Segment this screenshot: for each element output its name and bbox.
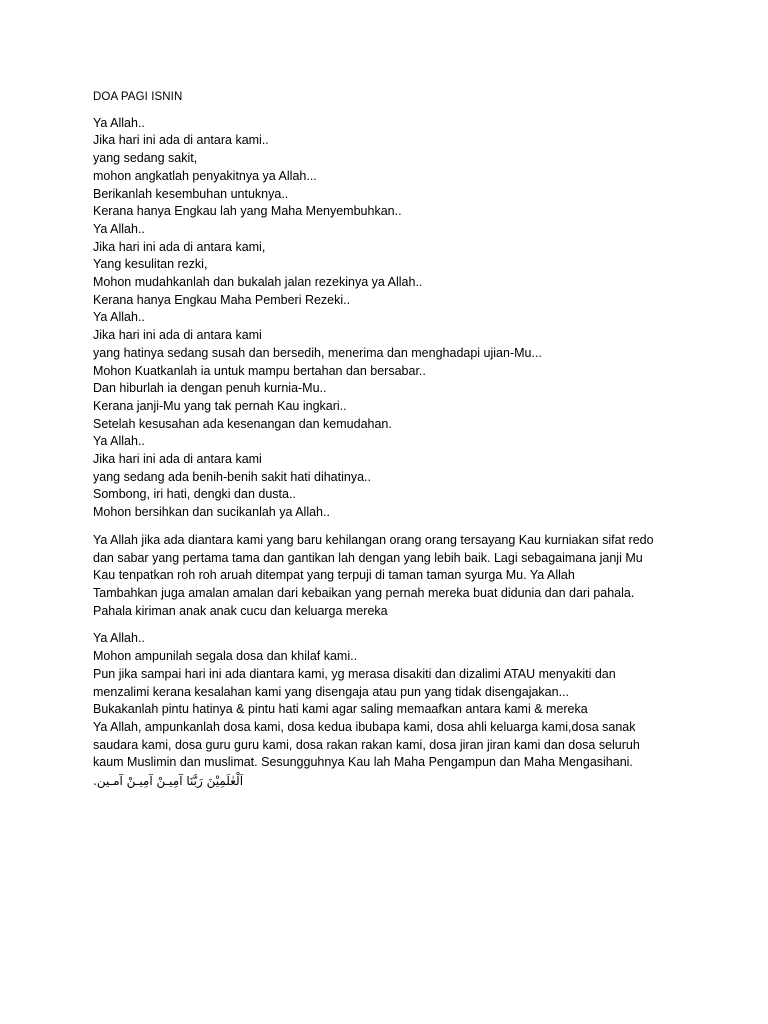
text-line: Berikanlah kesembuhan untuknya..: [93, 186, 289, 201]
document-page: [93, 89, 693, 790]
prayer-paragraph-2: [93, 532, 693, 621]
text-line: menzalimi kerana kesalahan kami yang disengaja atau pun yang tidak disengajakan...: [93, 684, 569, 699]
text-line: Dan hiburlah ia dengan penuh kurnia-Mu..: [93, 381, 327, 396]
text-line: Kerana janji-Mu yang tak pernah Kau ingkari..: [93, 398, 347, 413]
text-line: Pahala kiriman anak anak cucu dan keluarga mereka: [93, 603, 388, 618]
text-line: yang sedang ada benih-benih sakit hati dihatinya..: [93, 469, 371, 484]
text-line: dan sabar yang pertama tama dan gantikan lah dengan yang lebih baik. Lagi sebagaimana janji Mu: [93, 550, 643, 565]
text-line: Yang kesulitan rezki,: [93, 257, 208, 272]
prayer-stanza-1: [93, 115, 693, 522]
text-line: Ya Allah, ampunkanlah dosa kami, dosa kedua ibubapa kami, dosa ahli keluarga kami,dosa sanak: [93, 719, 636, 734]
arabic-closing-line: اَلْعٰلَمِيْنَ رَبَّنَا آمِيـنْ آمِيـنْ آمـين.: [93, 774, 244, 789]
text-line: Kerana hanya Engkau Maha Pemberi Rezeki..: [93, 292, 351, 307]
text-line: Kau tenpatkan roh roh aruah ditempat yang terpuji di taman taman syurga Mu. Ya Allah: [93, 568, 575, 583]
text-line: Jika hari ini ada di antara kami,: [93, 239, 266, 254]
text-line: Mohon ampunilah segala dosa dan khilaf kami..: [93, 649, 358, 664]
text-line: Tambahkan juga amalan amalan dari kebaikan yang pernah mereka buat didunia dan dari pahala.: [93, 585, 635, 600]
text-line: kaum Muslimin dan muslimat. Sesungguhnya Kau lah Maha Pengampun dan Maha Mengasihani.: [93, 755, 633, 770]
text-line: yang sedang sakit,: [93, 151, 198, 166]
text-line: Kerana hanya Engkau lah yang Maha Menyembuhkan..: [93, 204, 402, 219]
text-line: Jika hari ini ada di antara kami: [93, 328, 262, 343]
prayer-paragraph-3: [93, 630, 693, 772]
text-line: Bukakanlah pintu hatinya & pintu hati kami agar saling memaafkan antara kami & mereka: [93, 702, 588, 717]
text-line: Ya Allah..: [93, 221, 145, 236]
text-line: Ya Allah..: [93, 310, 145, 325]
text-line: Ya Allah..: [93, 434, 145, 449]
document-title: DOA PAGI ISNIN: [93, 91, 183, 103]
text-line: Mohon Kuatkanlah ia untuk mampu bertahan dan bersabar..: [93, 363, 426, 378]
text-line: Mohon mudahkanlah dan bukalah jalan rezekinya ya Allah..: [93, 275, 423, 290]
text-line: Ya Allah jika ada diantara kami yang baru kehilangan orang orang tersayang Kau kurniakan sifat redo: [93, 532, 654, 547]
text-line: Jika hari ini ada di antara kami: [93, 452, 262, 467]
text-line: Sombong, iri hati, dengki dan dusta..: [93, 487, 296, 502]
text-line: Jika hari ini ada di antara kami..: [93, 133, 269, 148]
text-line: Mohon bersihkan dan sucikanlah ya Allah..: [93, 505, 330, 520]
text-line: Setelah kesusahan ada kesenangan dan kemudahan.: [93, 416, 392, 431]
text-line: saudara kami, dosa guru guru kami, dosa rakan rakan kami, dosa jiran jiran kami dan dosa seluruh: [93, 737, 640, 752]
text-line: Ya Allah..: [93, 115, 145, 130]
text-line: Ya Allah..: [93, 631, 145, 646]
text-line: mohon angkatlah penyakitnya ya Allah...: [93, 168, 317, 183]
text-line: Pun jika sampai hari ini ada diantara kami, yg merasa disakiti dan dizalimi ATAU menyakiti dan: [93, 666, 616, 681]
text-line: yang hatinya sedang susah dan bersedih, menerima dan menghadapi ujian-Mu...: [93, 345, 542, 360]
